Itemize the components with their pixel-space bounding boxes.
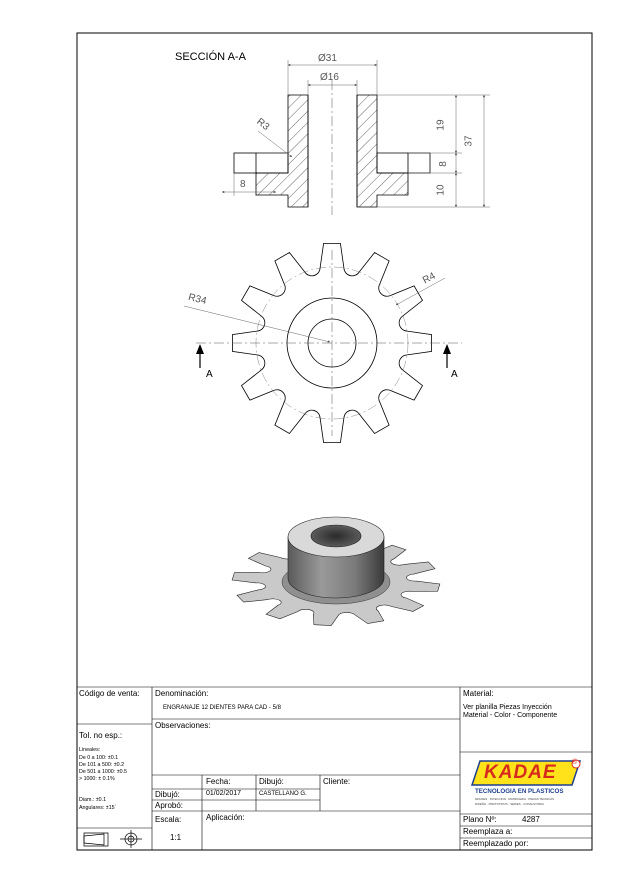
escala-label: Escala: [155,815,182,824]
dim-total-height: 37 [463,135,475,147]
tol-line-4: > 1000: ± 0.1% [79,776,115,782]
section-marker-left: A [206,369,213,380]
tol-lineales: Lineales: [79,747,101,753]
tol-angulares: Angulares: ±15´ [79,805,117,811]
logo-registered: ® [572,759,578,766]
section-title: SECCIÓN A-A [175,51,246,63]
tol-line-1: De 0 a 100: ±0.1 [79,755,119,761]
logo-tagline: TECNOLOGIA EN PLASTICOS [475,788,564,795]
tol-label: Tol. no esp.: [79,731,123,740]
fecha-value: 01/02/2017 [206,790,242,797]
section-view [234,80,430,215]
aplicacion-label: Aplicación: [206,813,245,822]
reemplaza-label: Reemplaza a: [463,827,513,836]
dibujante-value: CASTELLANO G. [259,791,307,797]
cliente-label: Cliente: [323,777,351,786]
section-marker-right: A [451,369,458,380]
codigo-venta-label: Código de venta: [79,689,140,698]
isometric-view [232,517,440,626]
material-value-2: Material - Color - Componente [463,712,558,719]
tol-line-2: De 101 a 500: ±0.2 [79,762,125,768]
material-label: Material: [463,689,494,698]
denominacion-label: Denominación: [155,689,209,698]
kadae-logo [466,757,586,813]
tol-line-3: De 501 a 1000: ±0.5 [79,769,127,775]
dim-outer-radius: R34 [187,291,208,308]
observaciones-label: Observaciones: [155,721,211,730]
logo-fine-print-2: DISEÑO · PROTOTIPOS · SERIES · CONSULTORIA [475,802,544,806]
plano-value: 4287 [522,815,540,824]
denominacion-value: ENGRANAJE 12 DIENTES PARA CAD - 5/8 [163,705,281,711]
dim-inner-diameter: Ø16 [320,72,339,83]
escala-value: 1:1 [170,833,182,842]
dim-fillet-radius: R3 [254,116,272,133]
projection-symbol [84,830,142,848]
dim-tooth-radius: R4 [420,270,438,287]
front-view [184,243,462,442]
dim-lower-hub: 10 [435,184,447,196]
material-value-1: Ver planilla Piezas Inyección [463,704,552,711]
dim-outer-diameter: Ø31 [318,53,337,64]
reemplazado-label: Reemplazado por: [463,839,529,848]
logo-brand: KADAE [484,762,557,783]
aprobo-label: Aprobó: [155,801,184,810]
tol-diam: Diam.: ±0.1 [79,797,107,803]
logo-fine-print-1: MOLDES · INYECCION · MATRICERIA · PIEZAS TECNICAS [475,797,555,801]
dibujo-column-label: Dibujó: [259,777,284,786]
dim-gear-thickness: 8 [437,161,449,167]
dim-tooth-width: 8 [240,179,246,190]
dibujo-row-label: Dibujó: [155,790,180,799]
fecha-label: Fecha: [206,777,231,786]
plano-label: Plano Nº: [463,815,497,824]
dim-hub-height: 19 [435,119,447,131]
